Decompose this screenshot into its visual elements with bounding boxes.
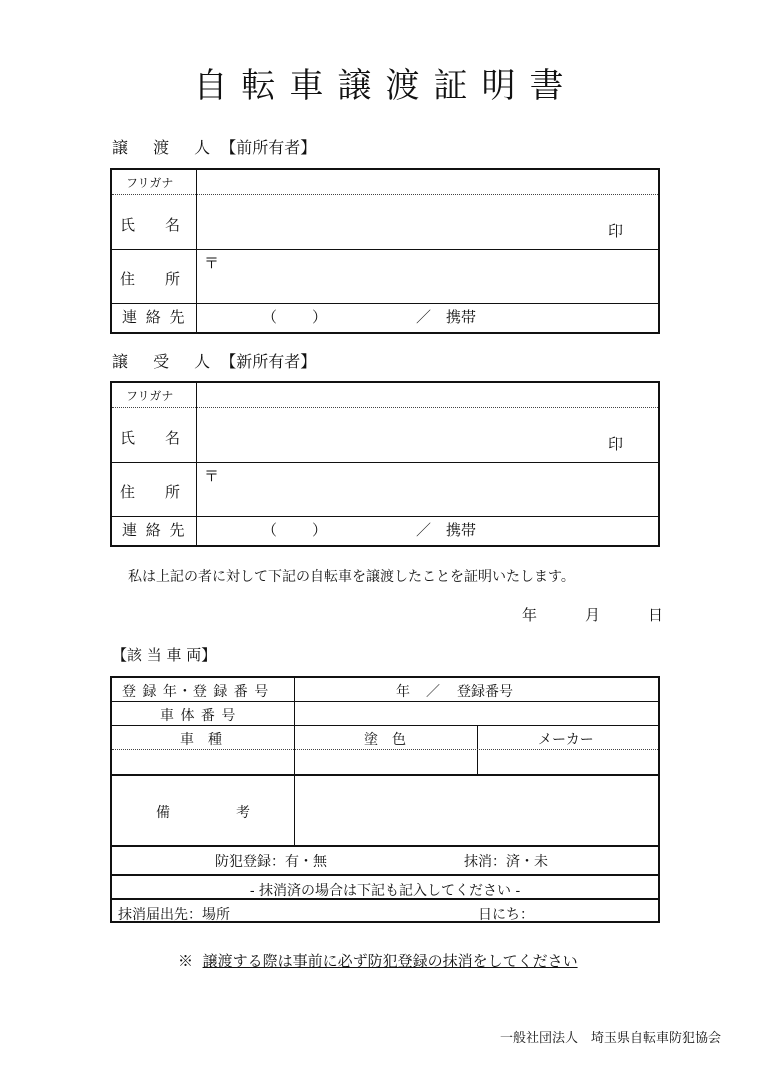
transferee-name-label: 氏 名: [120, 429, 181, 447]
transferee-furigana-field[interactable]: [198, 383, 656, 407]
transferor-heading: [112, 135, 316, 158]
transferee-seal: 印: [608, 435, 624, 453]
warning-text: 譲渡する際は事前に必ず防犯登録の抹消をしてください: [202, 952, 578, 970]
vehicle-heading: 【該 当 車 両】: [112, 646, 217, 664]
date-month-label: 月: [585, 606, 601, 624]
vehicle-maker-label: メーカー: [538, 732, 594, 748]
transferor-seal: 印: [608, 222, 624, 240]
body-number-field[interactable]: [296, 702, 656, 725]
transferor-furigana-field[interactable]: [198, 170, 656, 194]
cancellation-place-label: 抹消届出先：場所: [118, 907, 230, 923]
transferee-heading: [112, 349, 316, 372]
transferee-furigana-label: フリガナ: [126, 389, 174, 403]
vehicle-type-label: 車 種: [180, 732, 222, 748]
vehicle-color-field[interactable]: [296, 750, 476, 773]
remarks-label-2: 考: [236, 805, 250, 821]
transferor-postal-mark: 〒: [204, 254, 220, 272]
document-title: 自転車譲渡証明書: [193, 66, 578, 106]
transferor-address-field[interactable]: [222, 251, 652, 301]
transferee-postal-mark: 〒: [204, 467, 220, 485]
vehicle-maker-field[interactable]: [479, 750, 656, 773]
remarks-label-1: 備: [156, 805, 170, 821]
transferee-heading-label: 譲 受 人: [112, 352, 221, 371]
vehicle-table: [110, 676, 660, 923]
transferor-furigana-label: フリガナ: [126, 176, 174, 190]
cancellation-date-label: 日にち：: [478, 907, 534, 923]
transferor-contact-field[interactable]: [198, 305, 656, 332]
warning-mark: ※: [178, 952, 194, 970]
vehicle-type-field[interactable]: [112, 750, 293, 773]
reg-slash: ／: [426, 684, 440, 700]
body-number-label: 車 体 番 号: [160, 708, 237, 724]
cancellation-status: 抹消：済・未: [464, 854, 548, 870]
transferor-mobile-label: 携帯: [446, 308, 477, 326]
reg-year-label: 登 録 年・登 録 番 号: [122, 684, 270, 700]
transferor-slash: ／: [416, 308, 432, 326]
certification-statement: 私は上記の者に対して下記の自転車を譲渡したことを証明いたします。: [128, 569, 575, 585]
transferee-address-label: 住 所: [120, 483, 181, 501]
transferee-name-field[interactable]: [198, 409, 598, 461]
transferor-table: [110, 168, 660, 334]
transferor-address-label: 住 所: [120, 270, 181, 288]
vehicle-color-label: 塗 色: [364, 732, 406, 748]
transferee-paren-open: （: [262, 521, 278, 539]
transferor-paren-close: ）: [312, 308, 328, 326]
transferee-contact-label: 連 絡 先: [122, 521, 187, 539]
reg-year-field[interactable]: [296, 678, 656, 701]
transferee-heading-tag: 【新所有者】: [220, 352, 317, 371]
reg-year-unit: 年: [396, 684, 410, 700]
cancellation-note: - 抹消済の場合は下記も記入してください -: [249, 883, 521, 899]
transferee-contact-field[interactable]: [198, 518, 656, 545]
transferee-table: [110, 381, 660, 547]
transferee-slash: ／: [416, 521, 432, 539]
date-year-label: 年: [522, 606, 538, 624]
transferor-contact-label: 連 絡 先: [122, 308, 187, 326]
organization-name: 一般社団法人 埼玉県自転車防犯協会: [500, 1031, 722, 1046]
transferor-name-label: 氏 名: [120, 216, 181, 234]
transferee-address-field[interactable]: [222, 464, 652, 514]
transferor-paren-open: （: [262, 308, 278, 326]
warning-line: [178, 950, 578, 971]
transferor-heading-tag: 【前所有者】: [220, 138, 317, 157]
transferee-paren-close: ）: [312, 521, 328, 539]
crime-registration-status: 防犯登録：有・無: [215, 854, 327, 870]
reg-number-label: 登録番号: [457, 684, 513, 700]
transferor-heading-label: 譲 渡 人: [112, 138, 221, 157]
transferee-mobile-label: 携帯: [446, 521, 477, 539]
date-day-label: 日: [648, 606, 664, 624]
remarks-field[interactable]: [296, 776, 656, 844]
transferor-name-field[interactable]: [198, 196, 598, 248]
